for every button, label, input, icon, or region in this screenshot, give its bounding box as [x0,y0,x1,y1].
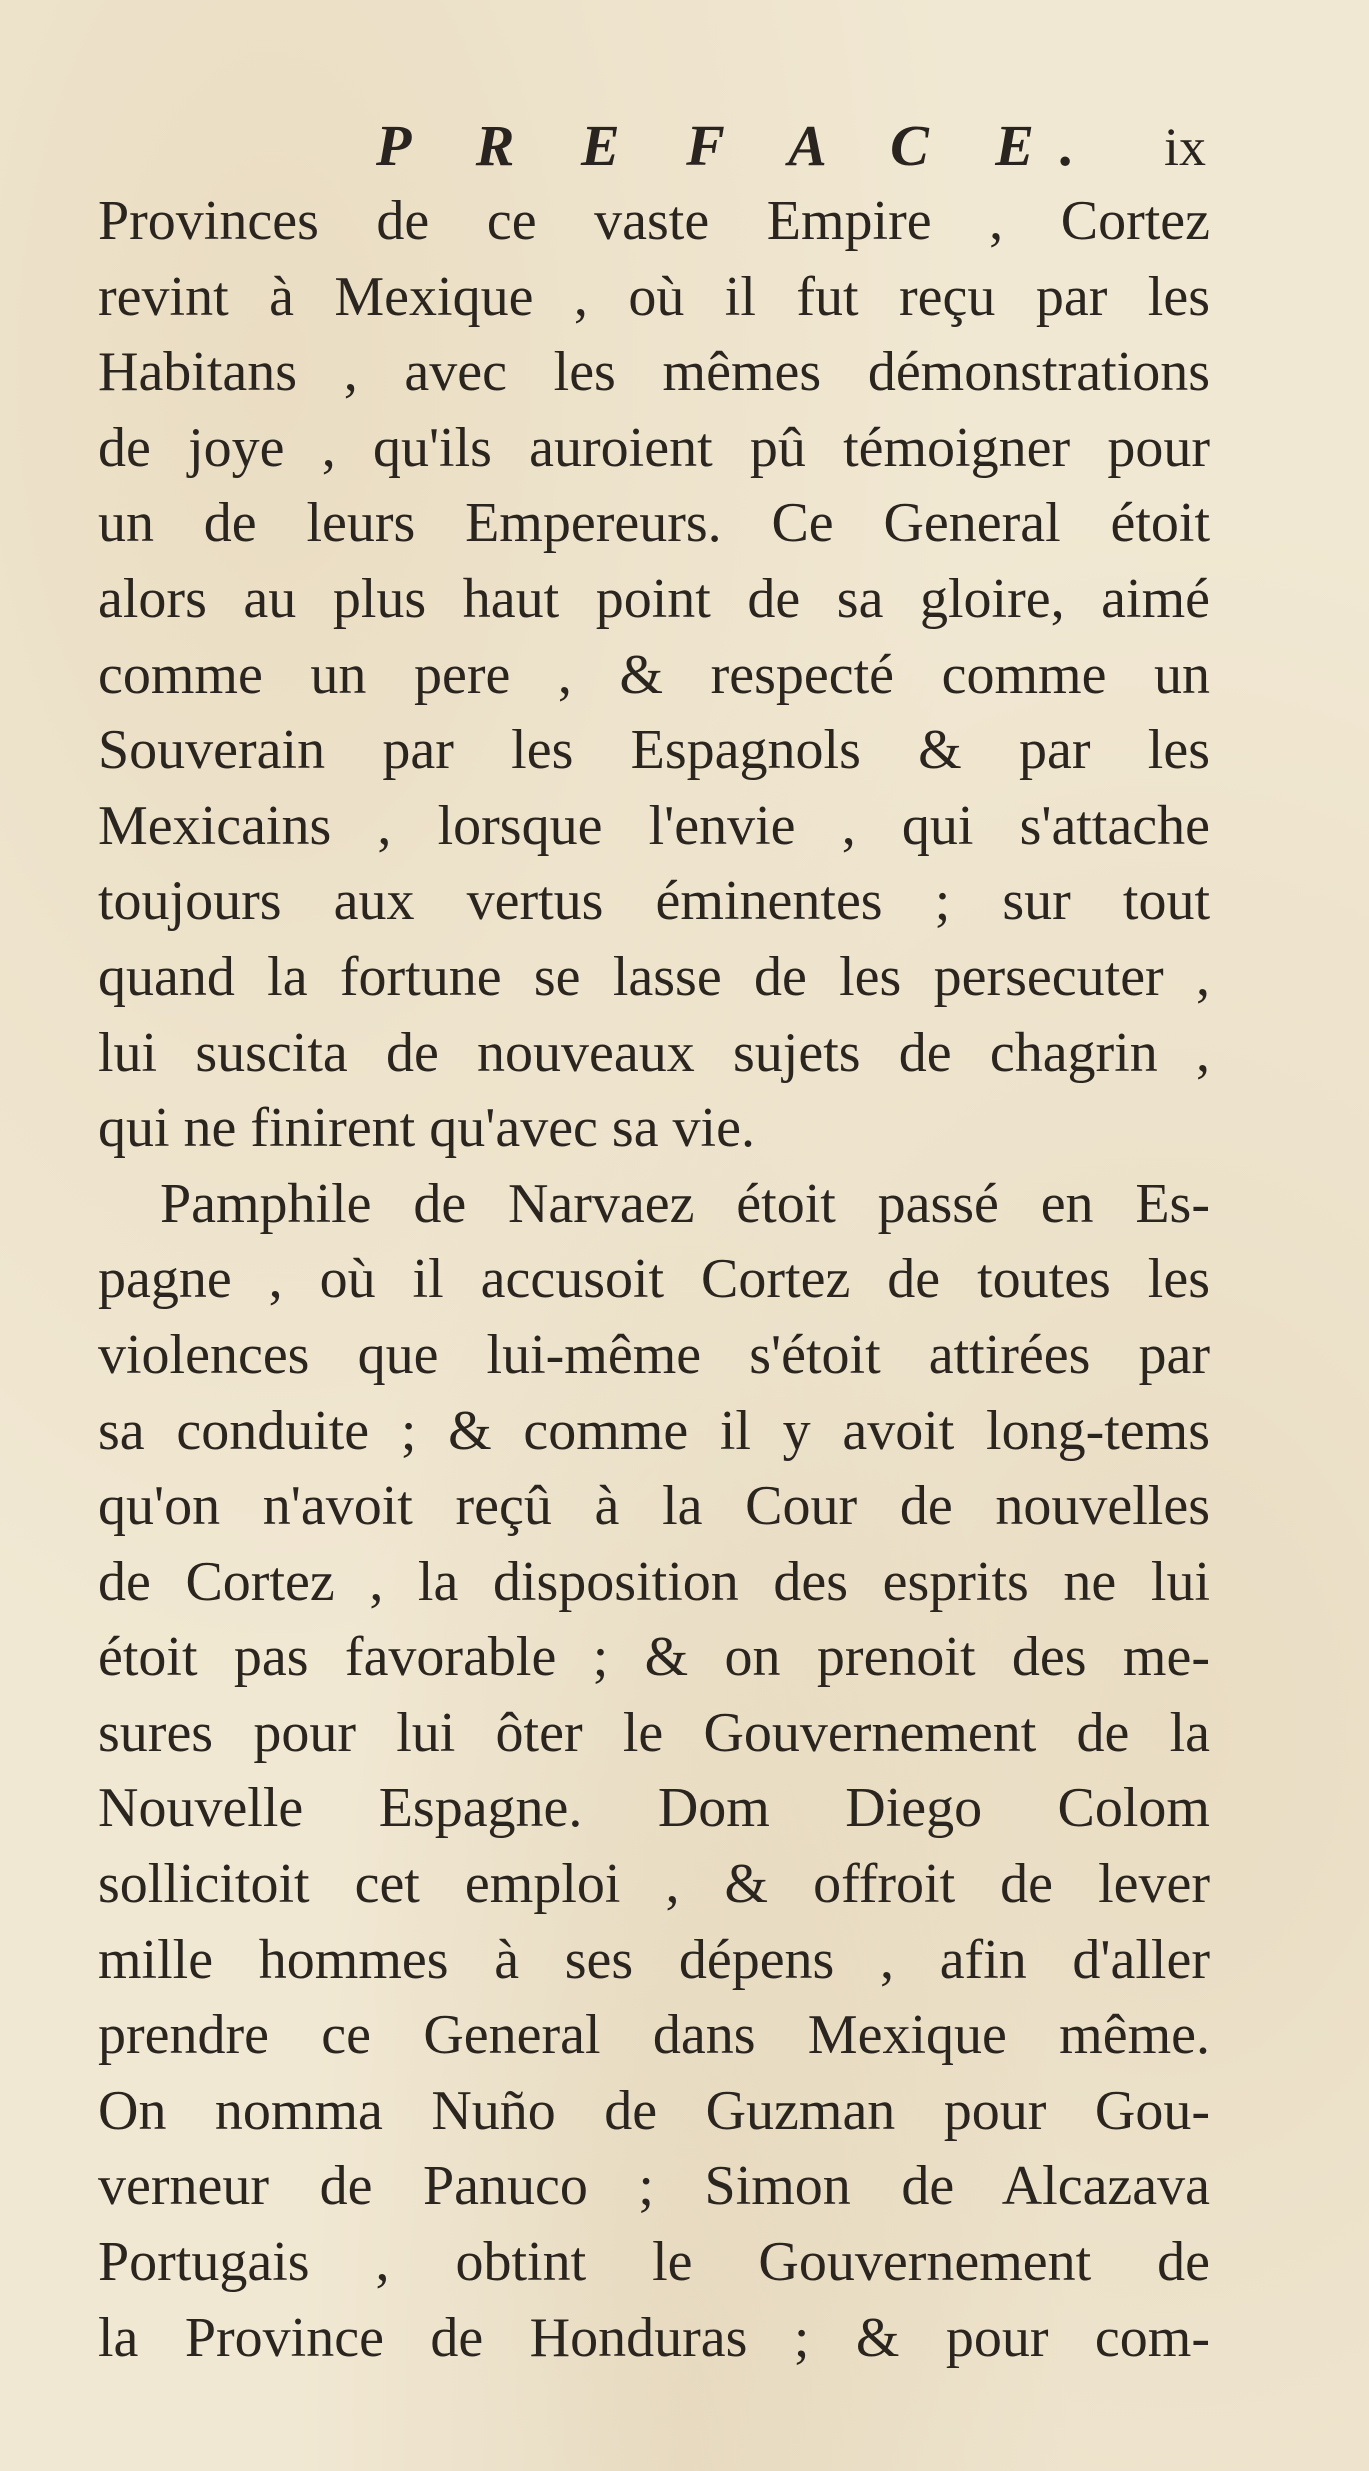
text-line: alors au plus haut point de sa gloire, aimé [98,567,1210,630]
text-line: Habitans , avec les mêmes démonstrations [98,341,1210,404]
text-line: sollicitoit cet emploi , & offroit de lever [98,1853,1210,1916]
text-line: sa conduite ; & comme il y avoit long-tems [98,1399,1210,1462]
text-line: qui ne finirent qu'avec sa vie. [98,1097,755,1160]
text-line: étoit pas favorable ; & on prenoit des me- [98,1626,1210,1689]
running-head [96,112,1206,182]
text-line: pagne , où il accusoit Cortez de toutes les [98,1248,1210,1311]
text-line: la Province de Honduras ; & pour com- [98,2306,1210,2369]
text-line: Mexicains , lorsque l'envie , qui s'attache [98,794,1210,857]
text-line: comme un pere , & respecté comme un [98,643,1210,706]
text-line: qu'on n'avoit reçû à la Cour de nouvelles [98,1475,1210,1538]
text-line: sures pour lui ôter le Gouvernement de la [98,1701,1210,1764]
text-line: revint à Mexique , où il fut reçu par les [98,265,1210,328]
text-line: Provinces de ce vaste Empire , Cortez [98,190,1210,252]
text-line: Portugais , obtint le Gouvernement de [98,2231,1210,2294]
text-line: de Cortez , la disposition des esprits ne lui [98,1550,1210,1613]
text-line: lui suscita de nouveaux sujets de chagrin , [98,1021,1210,1084]
text-line: un de leurs Empereurs. Ce General étoit [98,492,1210,555]
text-line: prendre ce General dans Mexique même. [98,2004,1210,2067]
text-line: Pamphile de Narvaez étoit passé en Es- [160,1172,1210,1235]
text-line: quand la fortune se lasse de les persecuter , [98,945,1210,1008]
text-line: violences que lui-même s'étoit attirées par [98,1323,1210,1386]
text-line: Souverain par les Espagnols & par les [98,719,1210,782]
text-line: mille hommes à ses dépens , afin d'aller [98,1928,1210,1991]
page-number: ix [1163,117,1206,177]
text-line: verneur de Panuco ; Simon de Alcazava [98,2155,1210,2218]
text-line: On nomma Nuño de Guzman pour Gou- [98,2079,1210,2142]
text-line: de joye , qu'ils auroient pû témoigner pour [98,416,1210,479]
body-text [98,184,1210,2376]
running-head-title: P R E F A C E. [376,113,1101,178]
text-line: toujours aux vertus éminentes ; sur tout [98,870,1210,933]
text-line: Nouvelle Espagne. Dom Diego Colom [98,1777,1210,1840]
